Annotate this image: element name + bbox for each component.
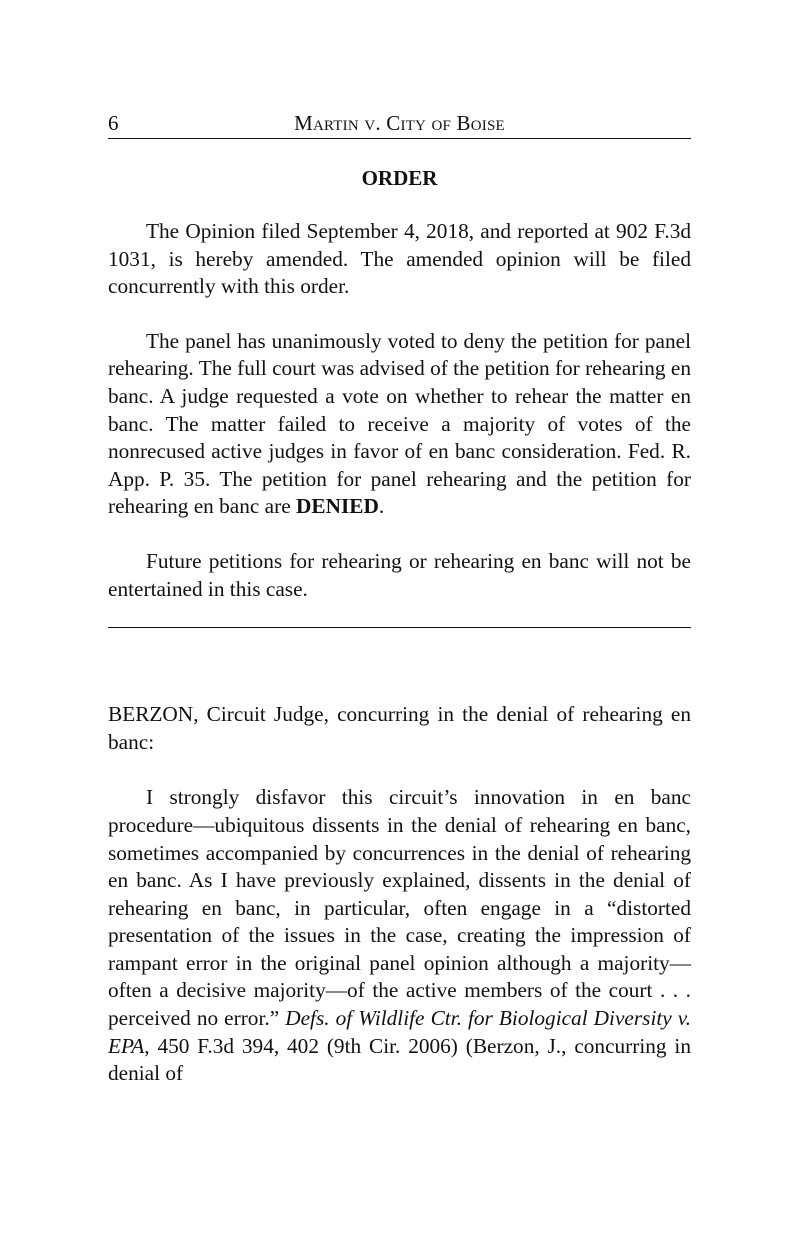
case-title: Martin v. City of Boise xyxy=(294,111,505,135)
document-page xyxy=(108,108,691,1088)
concurrence-text: I strongly disfavor this circuit’s innovation in en banc procedure—ubiquitous dissents in the denial of rehearing en banc, sometimes accompanied by concurrences in the denial of rehearing en banc. As I have previously explained, dissents in the denial of rehearing en banc, in particular, often engage in a “distorted presentation of the issues in the case, creating the impression of rampant error in the original panel opinion although a majority—often a decisive majority—of the active members of the court . . . perceived no error.” xyxy=(108,785,691,1031)
denial-text: The panel has unanimously voted to deny the petition for panel rehearing. The full court was advised of the petition for rehearing en banc. A judge requested a vote on whether to rehear the matter en banc. The matter failed to receive a majority of votes of the nonrecused active judges in favor of en banc consideration. Fed. R. App. P. 35. The petition for panel rehearing and the petition for rehearing en banc are xyxy=(108,328,691,519)
order-heading: ORDER xyxy=(361,166,438,190)
case-citation: Defs. of Wildlife Ctr. for Biological Diversity v. EPA xyxy=(108,1006,691,1058)
concurrence-intro: BERZON, Circuit Judge, concurring in the denial of rehearing en banc: xyxy=(108,702,691,754)
order-paragraph-amendment: The Opinion filed September 4, 2018, and reported at 902 F.3d 1031, is hereby amended. The amended opinion will be filed concurrently with this order. xyxy=(108,219,691,299)
denial-period: . xyxy=(378,494,385,519)
page-number: 6 xyxy=(108,111,119,135)
order-paragraph-denial xyxy=(108,328,691,521)
concurrence-paragraph xyxy=(108,784,691,1088)
citation-reporter: , 450 F.3d 394, 402 (9th Cir. 2006) (Berzon, J., concurring in denial of xyxy=(108,1033,691,1086)
order-paragraph-future-petitions: Future petitions for rehearing or rehearing en banc will not be entertained in this case. xyxy=(108,548,691,601)
denied-word: DENIED xyxy=(296,494,379,519)
running-header xyxy=(108,108,691,139)
section-divider xyxy=(108,627,691,628)
